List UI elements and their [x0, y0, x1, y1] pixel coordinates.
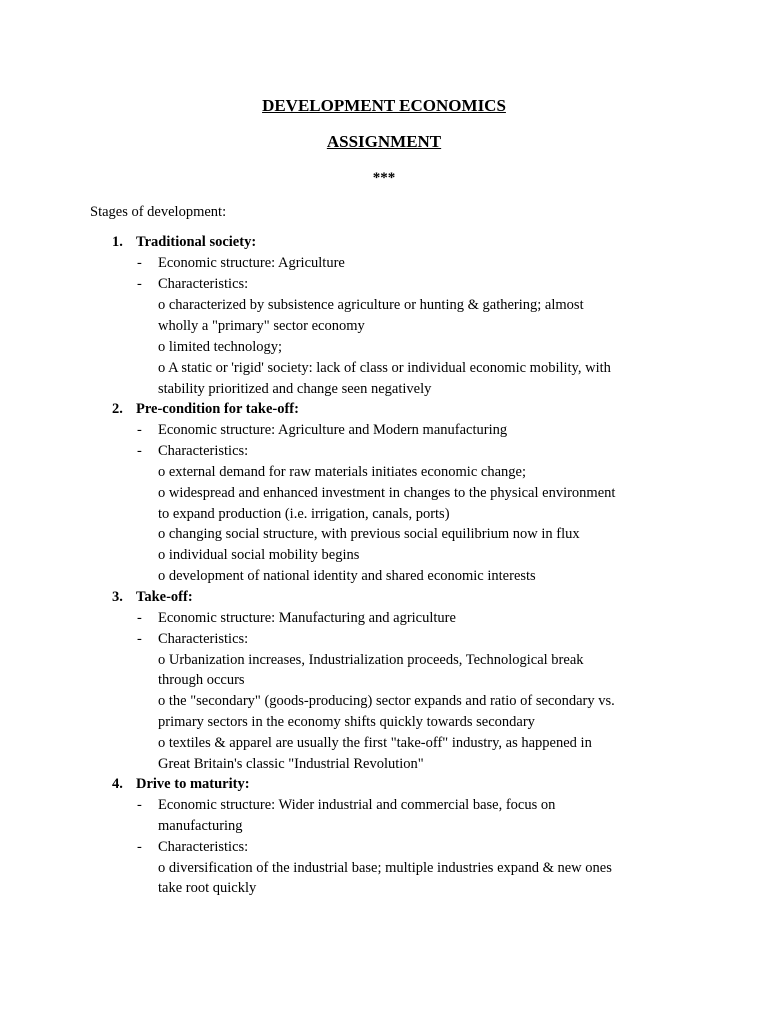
economic-structure: Economic structure: Agriculture and Modern manufacturing — [158, 422, 508, 438]
economic-structure: Economic structure: Manufacturing and agriculture — [158, 610, 456, 626]
characteristic-line: Great Britain's classic "Industrial Revolution" — [158, 756, 424, 772]
characteristic-line: o limited technology; — [158, 339, 283, 355]
economic-structure: Economic structure: Agriculture — [158, 255, 345, 271]
bullet-dash: - — [137, 631, 142, 647]
economic-structure: Economic structure: Wider industrial and commercial base, focus on — [158, 797, 556, 813]
document-subtitle: ASSIGNMENT — [326, 132, 442, 151]
characteristic-line: o diversification of the industrial base; multiple industries expand & new ones — [158, 860, 612, 876]
characteristic-line: o textiles & apparel are usually the first "take-off" industry, as happened in — [158, 735, 592, 751]
stage-heading: Pre-condition for take-off: — [136, 401, 299, 417]
bullet-dash: - — [137, 610, 142, 626]
characteristic-line: wholly a "primary" sector economy — [158, 318, 365, 334]
characteristic-line: o A static or 'rigid' society: lack of class or individual economic mobility, with — [158, 360, 611, 376]
characteristics-label: Characteristics: — [158, 276, 249, 292]
characteristic-line: o development of national identity and shared economic interests — [158, 568, 536, 584]
stage-number: 2. — [112, 401, 123, 417]
bullet-dash: - — [137, 443, 142, 459]
characteristic-line: o changing social structure, with previous social equilibrium now in flux — [158, 526, 580, 542]
characteristics-label: Characteristics: — [158, 839, 249, 855]
stage-number: 1. — [112, 234, 123, 250]
separator: *** — [372, 170, 396, 186]
bullet-dash: - — [137, 797, 142, 813]
stage-number: 4. — [112, 776, 123, 792]
characteristic-line: take root quickly — [158, 880, 257, 896]
intro-text: Stages of development: — [90, 204, 227, 220]
characteristic-line: stability prioritized and change seen negatively — [158, 381, 432, 397]
bullet-dash: - — [137, 255, 142, 271]
bullet-dash: - — [137, 422, 142, 438]
characteristics-label: Characteristics: — [158, 631, 249, 647]
stage-heading: Drive to maturity: — [136, 776, 250, 792]
characteristics-label: Characteristics: — [158, 443, 249, 459]
characteristic-line: o widespread and enhanced investment in changes to the physical environment — [158, 485, 616, 501]
characteristic-line: o external demand for raw materials initiates economic change; — [158, 464, 526, 480]
economic-structure-continued: manufacturing — [158, 818, 243, 834]
bullet-dash: - — [137, 276, 142, 292]
characteristic-line: o individual social mobility begins — [158, 547, 360, 563]
stage-heading: Traditional society: — [136, 234, 257, 250]
document-title: DEVELOPMENT ECONOMICS — [262, 96, 506, 115]
bullet-dash: - — [137, 839, 142, 855]
characteristic-line: o Urbanization increases, Industrialization proceeds, Technological break — [158, 652, 584, 668]
stage-number: 3. — [112, 589, 123, 605]
characteristic-line: o the "secondary" (goods-producing) sector expands and ratio of secondary vs. — [158, 693, 615, 709]
characteristic-line: o characterized by subsistence agriculture or hunting & gathering; almost — [158, 297, 584, 313]
characteristic-line: primary sectors in the economy shifts quickly towards secondary — [158, 714, 535, 730]
characteristic-line: through occurs — [158, 672, 245, 688]
stage-heading: Take-off: — [136, 589, 193, 605]
characteristic-line: to expand production (i.e. irrigation, canals, ports) — [158, 506, 450, 522]
